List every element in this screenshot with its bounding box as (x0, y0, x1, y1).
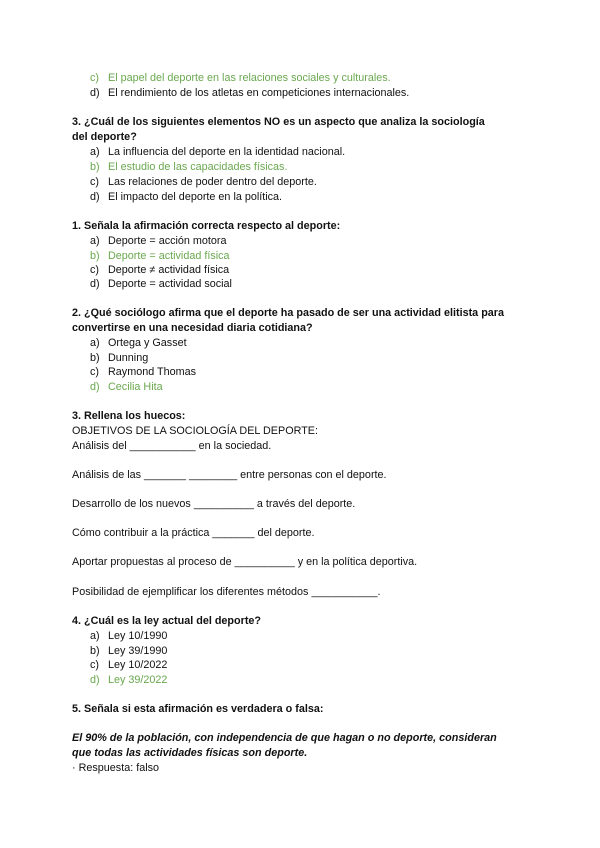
question-title: 4. ¿Cuál es la ley actual del deporte? (72, 615, 262, 627)
option-letter: a) (90, 337, 100, 349)
option-letter: b) (90, 352, 100, 364)
option-b (90, 249, 230, 263)
question-title: 3. Rellena los huecos: (72, 410, 186, 422)
option-text: Deporte ≠ actividad física (108, 264, 230, 276)
option-a (90, 145, 345, 159)
option-text: Raymond Thomas (108, 366, 197, 378)
option-a (90, 234, 227, 248)
question-title-cont: convertirse en una necesidad diaria cotidiana? (72, 322, 313, 334)
option-letter: d) (90, 278, 100, 290)
option-a (90, 629, 167, 643)
option-text: Ley 10/2022 (108, 659, 168, 671)
option-letter: b) (90, 161, 100, 173)
option-d (90, 277, 232, 291)
option-text: El rendimiento de los atletas en competiciones internacionales. (108, 87, 410, 99)
option-text: Ortega y Gasset (108, 337, 187, 349)
question-title: 2. ¿Qué sociólogo afirma que el deporte ha pasado de ser una actividad elitista para (72, 307, 504, 319)
option-letter: a) (90, 630, 100, 642)
option-d (90, 673, 167, 687)
option-c (90, 71, 391, 85)
option-text: Deporte = actividad social (108, 278, 232, 290)
option-text: Las relaciones de poder dentro del deporte. (108, 176, 317, 188)
option-letter: b) (90, 250, 100, 262)
option-text: Deporte = acción motora (108, 235, 227, 247)
option-letter: c) (90, 264, 99, 276)
option-c (90, 658, 167, 672)
question-title: 1. Señala la afirmación correcta respecto al deporte: (72, 220, 341, 232)
answer-text: · Respuesta: falso (72, 762, 160, 774)
option-letter: c) (90, 659, 99, 671)
fill-blank-line: Posibilidad de ejemplificar los diferentes métodos ___________. (72, 586, 381, 598)
option-text: El estudio de las capacidades físicas. (108, 161, 288, 173)
option-letter: c) (90, 366, 99, 378)
option-text: El impacto del deporte en la política. (108, 191, 283, 203)
option-d (90, 190, 282, 204)
fill-blank-line: Aportar propuestas al proceso de __________ y en la política deportiva. (72, 556, 418, 568)
option-text: Ley 39/2022 (108, 674, 168, 686)
option-letter: d) (90, 87, 100, 99)
option-b (90, 644, 167, 658)
question-title: 5. Señala si esta afirmación es verdadera o falsa: (72, 703, 324, 715)
option-letter: c) (90, 72, 99, 84)
option-letter: d) (90, 674, 100, 686)
fill-blank-line: Análisis del ___________ en la sociedad. (72, 440, 272, 452)
fill-blank-line: Análisis de las _______ ________ entre personas con el deporte. (72, 469, 387, 481)
option-text: Ley 39/1990 (108, 645, 168, 657)
option-text: Ley 10/1990 (108, 630, 168, 642)
statement: El 90% de la población, con independencia de que hagan o no deporte, consideran (72, 732, 497, 744)
option-text: Dunning (108, 352, 149, 364)
fill-blank-line: Cómo contribuir a la práctica _______ del deporte. (72, 527, 315, 539)
fill-blank-line: Desarrollo de los nuevos __________ a través del deporte. (72, 498, 356, 510)
question-title: 3. ¿Cuál de los siguientes elementos NO es un aspecto que analiza la sociología (72, 116, 485, 128)
option-text: El papel del deporte en las relaciones sociales y culturales. (108, 72, 391, 84)
option-c (90, 263, 229, 277)
option-letter: c) (90, 176, 99, 188)
option-letter: d) (90, 381, 100, 393)
statement-cont: que todas las actividades físicas son deporte. (72, 747, 308, 759)
option-letter: a) (90, 146, 100, 158)
option-letter: d) (90, 191, 100, 203)
option-text: Cecilia Hita (108, 381, 163, 393)
option-letter: b) (90, 645, 100, 657)
option-d (90, 380, 163, 394)
option-c (90, 175, 317, 189)
option-text: La influencia del deporte en la identidad nacional. (108, 146, 346, 158)
option-letter: a) (90, 235, 100, 247)
question-title-cont: del deporte? (72, 131, 137, 143)
section-subtitle: OBJETIVOS DE LA SOCIOLOGÍA DEL DEPORTE: (72, 425, 319, 437)
option-text: Deporte = actividad física (108, 250, 230, 262)
option-d (90, 86, 409, 100)
option-b (90, 351, 148, 365)
option-b (90, 160, 287, 174)
option-c (90, 365, 196, 379)
option-a (90, 336, 187, 350)
